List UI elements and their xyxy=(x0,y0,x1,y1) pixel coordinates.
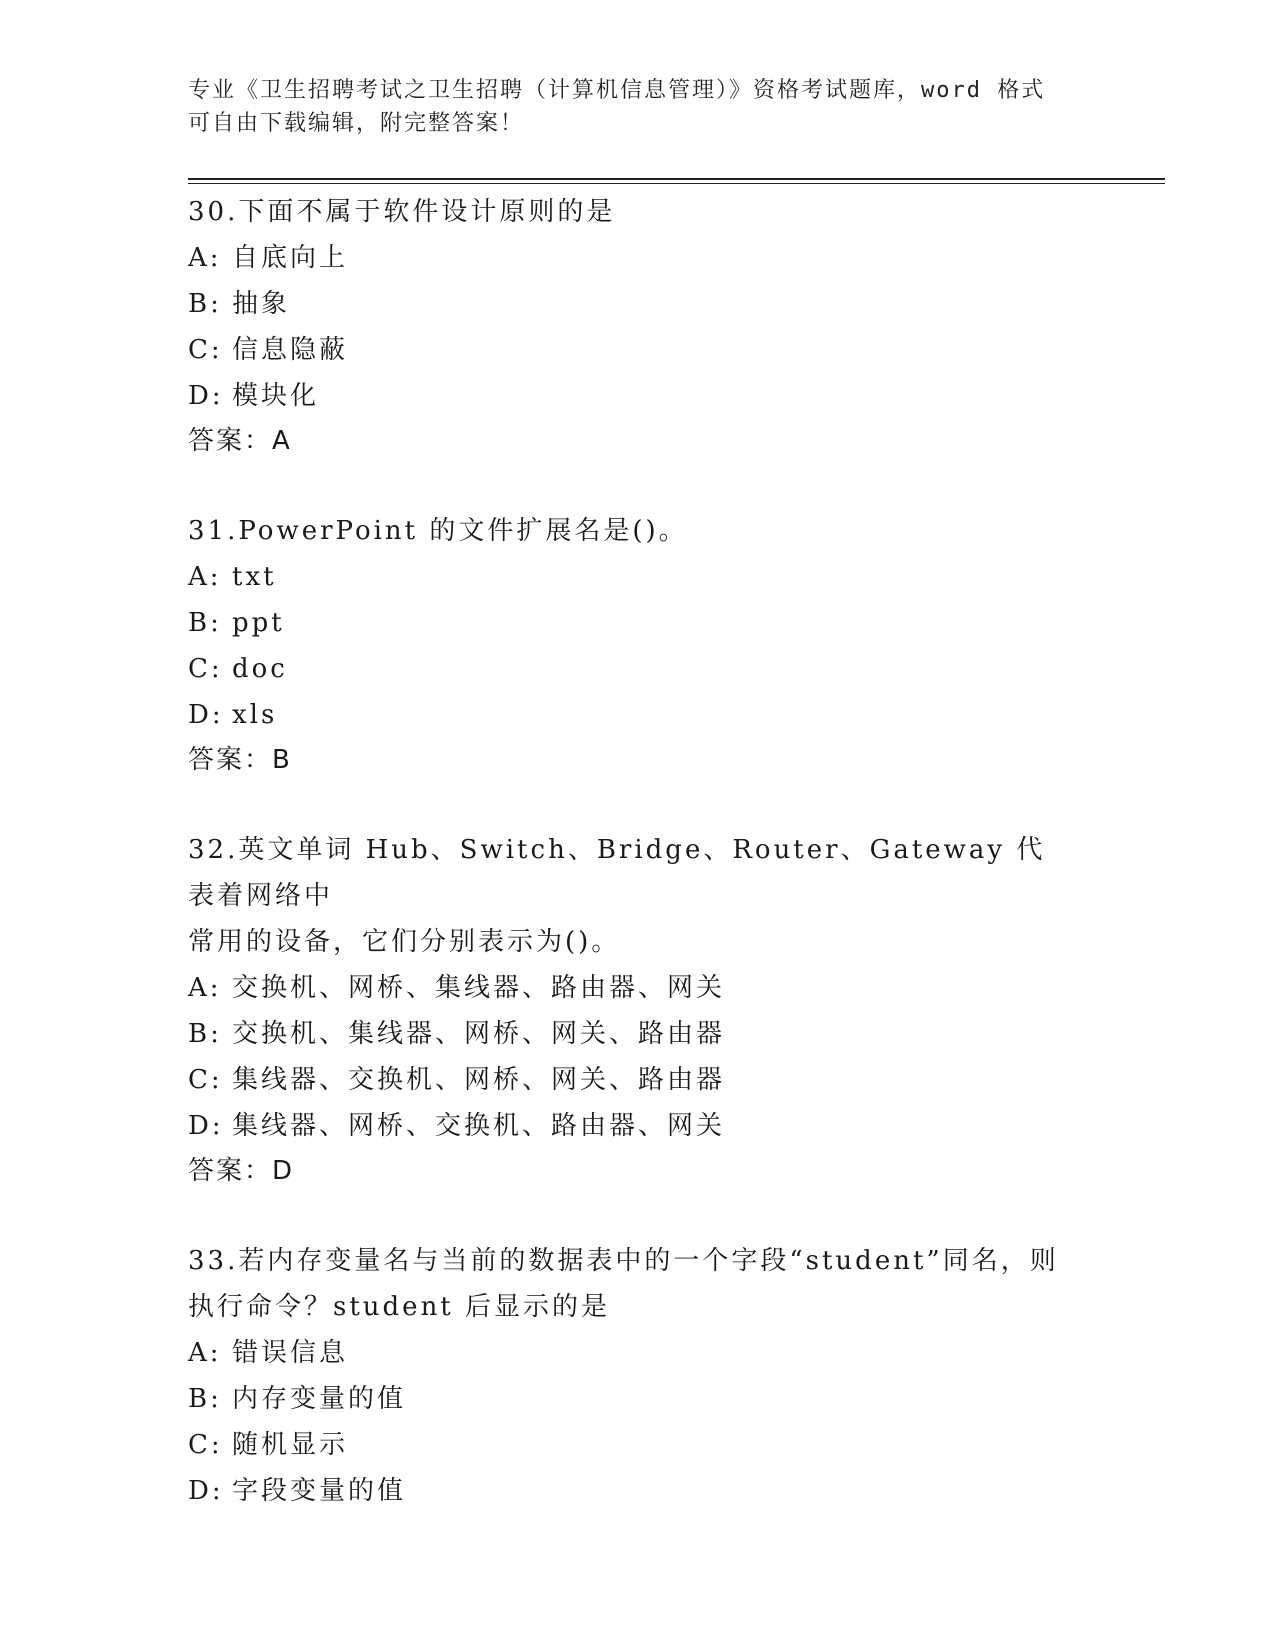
question-stem: 33.若内存变量名与当前的数据表中的一个字段“student”同名，则 xyxy=(188,1246,1059,1276)
option-c xyxy=(188,327,1068,373)
option-text: 交换机、集线器、网桥、网关、路由器 xyxy=(232,1019,726,1049)
answer-line: 答案：D xyxy=(188,1156,295,1186)
option-c xyxy=(188,646,1068,692)
header-line-2: 可自由下载编辑，附完整答案！ xyxy=(188,111,525,136)
option-key: A: xyxy=(188,1338,222,1368)
option-key: C: xyxy=(188,1430,223,1460)
option-c xyxy=(188,1057,1068,1103)
option-text: 信息隐蔽 xyxy=(232,335,349,365)
option-d xyxy=(188,1103,1068,1149)
header-rule-thin xyxy=(188,183,1165,184)
question-33 xyxy=(188,1238,1068,1514)
question-stem-continued: 常用的设备，它们分别表示为()。 xyxy=(188,927,621,957)
option-key: B: xyxy=(188,289,222,319)
option-b xyxy=(188,281,1068,327)
option-key: A: xyxy=(188,973,222,1003)
option-key: C: xyxy=(188,1065,223,1095)
question-32 xyxy=(188,827,1068,1193)
option-text: 抽象 xyxy=(232,289,291,319)
header-rule-thick xyxy=(188,178,1165,180)
option-a xyxy=(188,965,1068,1011)
option-c xyxy=(188,1422,1068,1468)
option-key: C: xyxy=(188,654,223,684)
option-d xyxy=(188,1468,1068,1514)
option-text: ppt xyxy=(232,608,285,638)
answer-line: 答案：A xyxy=(188,426,292,456)
option-key: A: xyxy=(188,562,222,592)
option-d xyxy=(188,692,1068,738)
option-text: txt xyxy=(232,562,277,592)
option-text: 错误信息 xyxy=(232,1338,349,1368)
option-d xyxy=(188,373,1068,419)
option-key: B: xyxy=(188,608,222,638)
option-key: A: xyxy=(188,243,222,273)
option-key: D: xyxy=(188,1476,224,1506)
option-a xyxy=(188,235,1068,281)
option-key: D: xyxy=(188,381,224,411)
option-key: D: xyxy=(188,700,224,730)
question-stem-continued: 执行命令？student 后显示的是 xyxy=(188,1292,611,1322)
option-b xyxy=(188,1011,1068,1057)
question-31 xyxy=(188,508,1068,782)
question-list xyxy=(188,189,1068,1514)
document-header xyxy=(188,74,1088,140)
option-a xyxy=(188,1330,1068,1376)
question-stem: 31.PowerPoint 的文件扩展名是()。 xyxy=(188,516,688,546)
question-30 xyxy=(188,189,1068,463)
option-text: xls xyxy=(232,700,278,730)
option-key: D: xyxy=(188,1111,224,1141)
answer-line: 答案：B xyxy=(188,745,292,775)
option-text: 字段变量的值 xyxy=(232,1476,407,1506)
option-text: 随机显示 xyxy=(232,1430,349,1460)
option-a xyxy=(188,554,1068,600)
question-stem: 32.英文单词 Hub、Switch、Bridge、Router、Gateway 代表着网络中 xyxy=(188,835,1046,911)
option-text: 集线器、交换机、网桥、网关、路由器 xyxy=(232,1065,726,1095)
option-text: 集线器、网桥、交换机、路由器、网关 xyxy=(232,1111,726,1141)
option-text: 模块化 xyxy=(232,381,320,411)
option-text: 交换机、网桥、集线器、路由器、网关 xyxy=(232,973,726,1003)
option-key: B: xyxy=(188,1019,222,1049)
question-stem: 30.下面不属于软件设计原则的是 xyxy=(188,197,616,227)
header-line-1: 专业《卫生招聘考试之卫生招聘（计算机信息管理）》资格考试题库，word 格式 xyxy=(188,78,1046,103)
option-b xyxy=(188,1376,1068,1422)
option-b xyxy=(188,600,1068,646)
option-key: B: xyxy=(188,1384,222,1414)
option-text: doc xyxy=(232,654,288,684)
option-text: 内存变量的值 xyxy=(232,1384,407,1414)
option-text: 自底向上 xyxy=(232,243,349,273)
option-key: C: xyxy=(188,335,223,365)
